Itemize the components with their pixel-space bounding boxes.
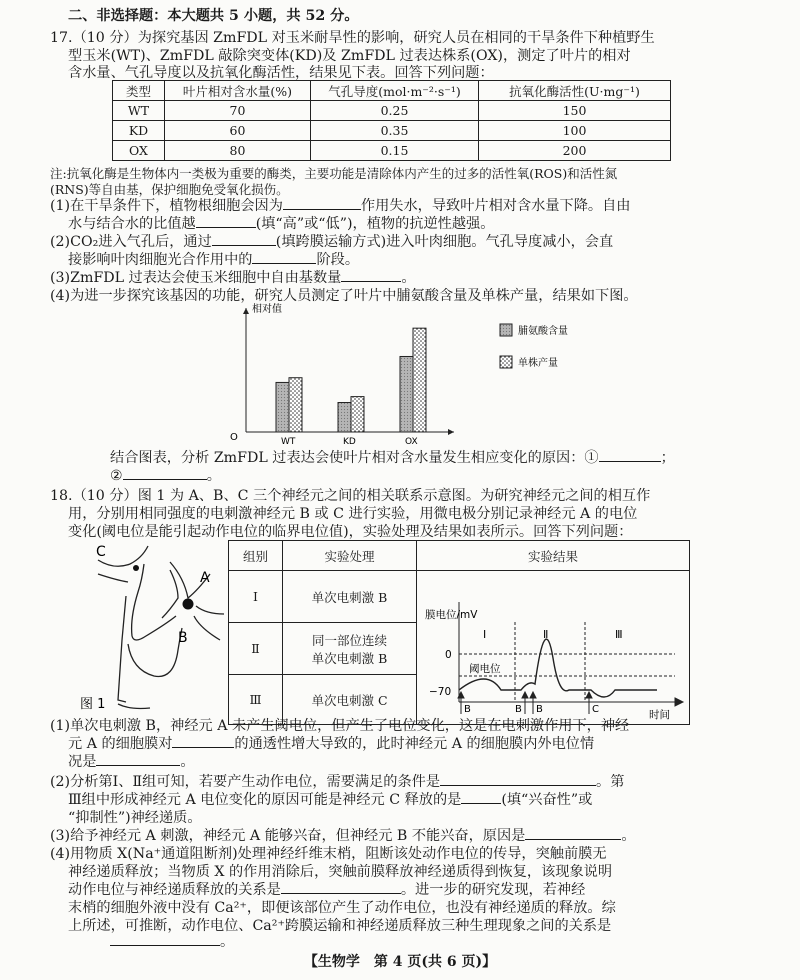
q18-q4-text-c: 动作电位与神经递质释放的关系是 (68, 882, 281, 898)
chart-bar (351, 397, 364, 432)
q17-line-1: 17.（10 分）为探究基因 ZmFDL 对玉米耐旱性的影响，研究人员在相同的干旱条件下种植野生 (50, 30, 655, 46)
chart-bar (289, 378, 302, 432)
neuron-a-branch (196, 606, 224, 614)
table-header-cell: 抗氧化酶活性(U·mg⁻¹) (479, 81, 671, 101)
chart-legend-label: 单株产量 (518, 358, 558, 369)
neuron-c-axon (132, 564, 144, 636)
q18-q2-line1 (50, 772, 624, 792)
q18-line-1: 18.（10 分）图 1 为 A、B、C 三个神经元之间的相关联系示意图。为研究神经元之间的相互作 (50, 488, 651, 504)
q17-sub2-text-d: 阶段。 (316, 252, 360, 268)
table-cell: Ⅱ (229, 623, 283, 675)
q18-q4-line3 (68, 880, 585, 900)
q17-sub2-text-c: 接影响叶肉细胞光合作用中的 (68, 252, 253, 268)
graph-section-3: Ⅲ (615, 627, 623, 641)
q17-sub2-line2 (68, 250, 359, 270)
q18-q1-text-e: 。 (180, 754, 195, 770)
answer-blank[interactable] (110, 932, 220, 946)
graph-section-2: Ⅱ (543, 627, 549, 641)
neuron-b-axon (118, 704, 150, 709)
chart-origin-label: O (230, 432, 238, 443)
neuron-c-axon (122, 596, 126, 640)
chart-x-tick-label: WT (281, 437, 296, 447)
graph-section-1: Ⅰ (483, 627, 487, 641)
chart-bar (400, 356, 413, 432)
answer-blank[interactable] (196, 214, 256, 228)
q17-sub1-text-a: (1)在干旱条件下，植物根细胞会因为 (50, 198, 283, 214)
table-cell: Ⅰ (229, 571, 283, 623)
q17-post-text-d: 。 (206, 468, 221, 484)
answer-blank[interactable] (96, 752, 180, 766)
table-cell: 100 (479, 121, 671, 141)
chart-x-tick-label: OX (405, 437, 418, 447)
chart-legend-swatch (500, 324, 512, 336)
q17-sub1-line1 (50, 196, 631, 216)
q17-post-line2 (110, 466, 221, 486)
membrane-potential-graph (417, 572, 689, 724)
table-cell: Ⅲ (229, 675, 283, 725)
table-header-cell: 叶片相对含水量(%) (165, 81, 311, 101)
page-footer: 【生物学 第 4 页(共 6 页)】 (303, 954, 497, 970)
answer-blank[interactable] (461, 790, 501, 804)
graph-zero: 0 (445, 648, 452, 661)
q17-note-1: 注:抗氧化酶是生物体内一类极为重要的酶类，主要功能是清除体内产生的过多的活性氧(ROS)和活性氮 (50, 166, 618, 181)
chart-x-tick-label: KD (343, 437, 356, 447)
table-header-cell: 组别 (229, 541, 283, 571)
table-cell: 单次电刺激 B (283, 571, 417, 623)
q17-sub1-text-c: 水与结合水的比值越 (68, 216, 196, 232)
chart-y-axis-arrow (243, 308, 249, 314)
q18-q1-text-b: 元 A 的细胞膜对 (68, 736, 173, 752)
q18-q4-line4: 末梢的细胞外液中没有 Ca²⁺，即便该部位产生了动作电位，也没有神经递质的释放。综 (68, 900, 616, 916)
q17-sub3-text-a: (3)ZmFDL 过表达会使玉米细胞中自由基数量 (50, 270, 342, 286)
table-row (113, 141, 671, 161)
answer-blank[interactable] (341, 268, 401, 282)
neuron-c-branch (98, 574, 128, 582)
q18-q2-text-b: 。第 (596, 774, 625, 790)
answer-blank[interactable] (599, 448, 661, 462)
q18-q2-text-a: (2)分析第Ⅰ、Ⅱ组可知，若要产生动作电位，需要满足的条件是 (50, 774, 441, 790)
q18-q3-text-a: (3)给予神经元 A 刺激，神经元 A 能够兴奋，但神经元 B 不能兴奋，原因是 (50, 828, 526, 844)
chart-x-axis-arrow (448, 429, 454, 435)
table-row (113, 101, 671, 121)
neuron-b-body (128, 628, 182, 676)
q18-q2-text-d: (填“兴奋性”或 (501, 792, 593, 808)
neuron-b-axon (118, 640, 126, 702)
q17-sub2-text-b: (填跨膜运输方式)进入叶肉细胞。气孔导度减小，会直 (275, 234, 614, 250)
graph-ylabel: 膜电位/mV (425, 608, 478, 621)
graph-neg70: −70 (429, 685, 452, 698)
q17-sub3-line (50, 268, 416, 288)
table-row (229, 571, 690, 623)
neuron-c-nucleus (133, 565, 139, 571)
table-cell: 0.25 (311, 101, 479, 121)
neuron-a-nucleus (183, 599, 194, 610)
stim-label: B (536, 703, 543, 715)
table-header-cell: 实验结果 (417, 541, 690, 571)
table-cell: WT (113, 101, 165, 121)
graph-xlabel: 时间 (649, 708, 670, 721)
section-heading: 二、非选择题：本大题共 5 小题，共 52 分。 (68, 8, 359, 24)
neuron-a-branch (194, 616, 220, 640)
table-cell: 200 (479, 141, 671, 161)
answer-blank[interactable] (252, 250, 316, 264)
q17-sub1-line2 (68, 214, 494, 234)
table-row (113, 121, 671, 141)
table-cell: 0.15 (311, 141, 479, 161)
answer-blank[interactable] (172, 734, 234, 748)
q18-line-3: 变化(阈电位是能引起动作电位的临界电位值)，实验处理及结果如表所示。回答下列问题： (68, 524, 633, 540)
q18-q2-line2 (68, 790, 592, 810)
q18-q3-text-b: 。 (621, 828, 636, 844)
table-cell: 150 (479, 101, 671, 121)
label-c: C (96, 544, 106, 560)
q18-q4-line6 (110, 932, 234, 952)
q18-q3-line (50, 826, 636, 846)
graph-threshold: 阈电位 (469, 662, 501, 675)
table-header-cell: 气孔导度(mol·m⁻²·s⁻¹) (311, 81, 479, 101)
q17-line-2: 型玉米(WT)、ZmFDL 敲除突变体(KD)及 ZmFDL 过表达株系(OX)，测定了叶片的相对 (68, 48, 631, 64)
result-graph-cell (417, 571, 690, 725)
table-header-cell: 类型 (113, 81, 165, 101)
q18-q4-text-d: 。进一步的研究发现，若神经 (400, 882, 586, 898)
q18-q1-line1: (1)单次电刺激 B，神经元 A 未产生阈电位，但产生了电位变化，这是在电刺激作用下，神经 (50, 718, 630, 734)
label-a: A (200, 570, 210, 586)
treatment-line: 同一部位连续 (311, 632, 387, 648)
q17-data-table (112, 80, 671, 161)
stim-label: B (464, 703, 471, 715)
table-cell: 60 (165, 121, 311, 141)
q17-bar-chart (220, 300, 640, 460)
table-header-cell: 实验处理 (283, 541, 417, 571)
q17-post-line1 (110, 448, 675, 468)
q18-q2-text-c: Ⅲ组中形成神经元 A 电位变化的原因可能是神经元 C 释放的是 (68, 792, 462, 808)
q18-q1-line3 (68, 752, 195, 772)
q17-sub3-text-b: 。 (401, 270, 416, 286)
answer-blank[interactable] (212, 232, 276, 246)
answer-blank[interactable] (440, 772, 596, 786)
table-cell: KD (113, 121, 165, 141)
chart-bar (413, 328, 426, 432)
q17-note-2: (RNS)等自由基，保护细胞免受氧化损伤。 (50, 182, 289, 197)
table-cell (283, 623, 417, 675)
q18-q1-line2 (68, 734, 594, 754)
chart-y-label: 相对值 (252, 304, 282, 315)
q17-sub4-line: (4)为进一步探究该基因的功能，研究人员测定了叶片中脯氨酸含量及单株产量，结果如下图。 (50, 288, 638, 304)
neuron-a-branch (162, 570, 178, 618)
q18-experiment-table (228, 540, 690, 725)
q17-sub2-line1 (50, 232, 613, 252)
q17-sub1-text-d: (填“高”或“低”)，植物的抗逆性越强。 (255, 216, 495, 232)
chart-legend-label: 脯氨酸含量 (518, 326, 568, 337)
q18-q4-text-g: 。 (220, 934, 235, 950)
figure-1-neuron-diagram (70, 540, 230, 720)
answer-blank[interactable] (281, 880, 401, 894)
q17-post-text-c: ② (110, 468, 123, 484)
label-b: B (178, 630, 188, 646)
q17-sub1-text-b: 作用失水，导致叶片相对含水量下降。自由 (360, 198, 631, 214)
table-cell: 70 (165, 101, 311, 121)
table-cell: OX (113, 141, 165, 161)
q18-line-2: 用，分别用相同强度的电刺激神经元 B 或 C 进行实验，用微电极分别记录神经元 A 的电位 (68, 506, 638, 522)
stim-label: C (592, 703, 599, 715)
q18-q2-line3: “抑制性”)神经递质。 (68, 810, 202, 826)
figure-caption: 图 1 (80, 697, 106, 712)
q17-line-3: 含水量、气孔导度以及抗氧化酶活性，结果见下表。回答下列问题： (68, 65, 494, 81)
treatment-line: 单次电刺激 B (311, 650, 388, 666)
synapse-line (132, 616, 176, 640)
chart-legend-swatch (500, 356, 512, 368)
stim-label: B (515, 703, 522, 715)
answer-blank[interactable] (123, 466, 207, 480)
chart-bar (338, 403, 351, 433)
answer-blank[interactable] (283, 196, 361, 210)
chart-bar (276, 382, 289, 432)
q18-q4-line1: (4)用物质 X(Na⁺通道阻断剂)处理神经纤维末梢，阻断该处动作电位的传导，突触前膜无 (50, 846, 607, 862)
q17-post-text-a: 结合图表，分析 ZmFDL 过表达会使叶片相对含水量发生相应变化的原因：① (110, 450, 599, 466)
q18-q1-text-c: 的通透性增大导致的，此时神经元 A 的细胞膜内外电位情 (234, 736, 595, 752)
table-header-row (229, 541, 690, 571)
q18-q4-line5: 上所述，可推断，动作电位、Ca²⁺跨膜运输和神经递质释放三种生理现象之间的关系是 (68, 918, 612, 934)
answer-blank[interactable] (525, 826, 621, 840)
q17-post-text-b: ； (660, 450, 675, 466)
q18-q1-text-d: 况是 (68, 754, 97, 770)
table-cell: 0.35 (311, 121, 479, 141)
q17-sub2-text-a: (2)CO₂进入气孔后，通过 (50, 234, 212, 250)
table-cell: 80 (165, 141, 311, 161)
table-header-row (113, 81, 671, 101)
q18-q4-line2: 神经递质释放；当物质 X 的作用消除后，突触前膜释放神经递质得到恢复，该现象说明 (68, 864, 613, 880)
table-cell: 单次电刺激 C (283, 675, 417, 725)
